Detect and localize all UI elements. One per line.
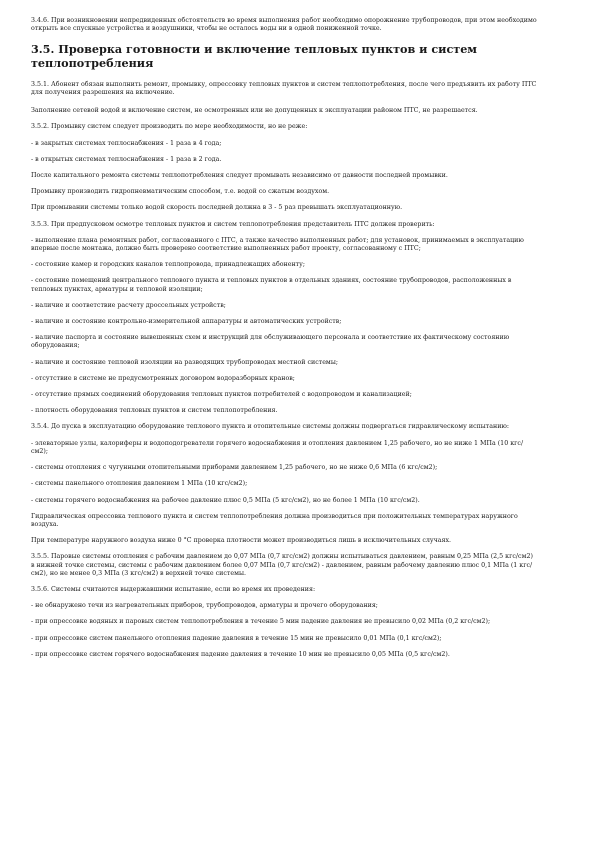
list-item: - выполнение плана ремонтных работ, согласованного с ПТС, а также качество выполненных работ; для установок, принимаемых в эксплуатацию впервые после монтажа, должно быть проверено соответствие выполненных работ проекту, согласованному с ПТС; xyxy=(31,236,524,253)
list-item: - при опрессовке систем панельного отопления падение давления в течение 15 мин не превысило 0,01 МПа (0,1 кгс/см2); xyxy=(31,634,442,642)
list-item: - отсутствие прямых соединений оборудования тепловых пунктов потребителей с водопроводом и канализацией; xyxy=(31,391,412,399)
paragraph-3-5-1: 3.5.1. Абонент обязан выполнить ремонт, промывку, опрессовку тепловых пунктов и систем теплопотребления, после чего предъявить их работу ПТС для получения разрешения на включение. xyxy=(31,80,537,97)
list-item: - элеваторные узлы, калориферы и водоподогреватели горячего водоснабжения и отопления давлением 1,25 рабочего, но не ниже 1 МПа (10 кгс/см2); xyxy=(31,439,524,455)
intro-paragraph: 3.4.6. При возникновении непредвиденных обстоятельств во время выполнения работ необходимо опорожнение трубопроводов, при этом необходимо открыть все спускные устройства и воздушники, чтобы не осталось воды ни в одной пониженной точке. xyxy=(31,17,537,33)
list-item: - состояние помещений центрального теплового пункта и тепловых пунктов в отдельных зданиях, состояние трубопроводов, расположенных в тепловых пунктах, арматуры и тепловой изоляции; xyxy=(31,277,512,293)
list-item: - наличие и состояние тепловой изоляции на разводящих трубопроводах местной системы; xyxy=(31,358,338,366)
list-item: - наличие и соответствие расчету дроссельных устройств; xyxy=(31,301,226,309)
list-item: - системы горячего водоснабжения на рабочее давление плюс 0,5 МПа (5 кгс/см2), но не более 1 МПа (10 кгс/см2). xyxy=(31,496,420,504)
list-item: - при опрессовке водяных и паровых систем теплопотребления в течение 5 мин падение давления не превысило 0,02 МПа (0,2 кгс/см2); xyxy=(31,618,491,626)
list-item: - плотность оборудования тепловых пунктов и систем теплопотребления. xyxy=(31,407,278,415)
paragraph: Гидравлическая опрессовка теплового пункта и систем теплопотребления должна производиться при положительных температурах наружного воздуха. xyxy=(31,512,518,528)
section-heading: 3.5. Проверка готовности и включение тепловых пунктов и систем теплопотребления xyxy=(31,42,478,70)
list-item: - в открытых системах теплоснабжения - 1 раза в 2 года. xyxy=(31,155,222,163)
list-item: - отсутствие в системе не предусмотренных договором водоразборных кранов; xyxy=(31,374,295,382)
paragraph: После капитального ремонта системы теплопотребления следует промывать независимо от давности последней промывки. xyxy=(31,172,448,180)
list-item: - не обнаружено течи из нагревательных приборов, трубопроводов, арматуры и прочего оборудования; xyxy=(31,602,378,610)
paragraph: Промывку производить гидропневматическим способом, т.е. водой со сжатым воздухом. xyxy=(31,188,330,196)
paragraph-3-5-3: 3.5.3. При предпусковом осмотре тепловых пунктов и систем теплопотребления представитель ПТС должен проверить: xyxy=(31,220,435,228)
list-item: - состояние камер и городских каналов теплопровода, принадлежащих абоненту; xyxy=(31,261,305,269)
paragraph-3-5-6: 3.5.6. Системы считаются выдержавшими испытание, если во время их проведения: xyxy=(31,585,316,593)
list-item: - системы отопления с чугунными отопительными приборами давлением 1,25 рабочего, но не ниже 0,6 МПа (6 кгс/см2); xyxy=(31,464,438,472)
paragraph: Заполнение сетевой водой и включение систем, не осмотренных или не допущенных к эксплуатации районом ПТС, не разрешается. xyxy=(31,107,478,115)
list-item: - наличие и состояние контрольно-измерительной аппаратуры и автоматических устройств; xyxy=(31,318,342,326)
list-item: - наличие паспорта и состояние вывешенных схем и инструкций для обслуживающего персонала и соответствие их фактическому состоянию оборудования; xyxy=(31,334,510,350)
list-item: - при опрессовке систем горячего водоснабжения падение давления в течение 10 мин не превысило 0,05 МПа (0,5 кгс/см2). xyxy=(31,650,450,658)
paragraph: При температуре наружного воздуха ниже 0 °С проверка плотности может производиться лишь в исключительных случаях. xyxy=(31,537,452,545)
list-item: - в закрытых системах теплоснабжения - 1 раза в 4 года; xyxy=(31,139,222,147)
paragraph-3-5-4: 3.5.4. До пуска в эксплуатацию оборудование теплового пункта и отопительные системы должны подвергаться гидравлическому испытанию: xyxy=(31,423,510,431)
list-item: - системы панельного отопления давлением 1 МПа (10 кгс/см2); xyxy=(31,480,248,488)
paragraph-3-5-5: 3.5.5. Паровые системы отопления с рабочим давлением до 0,07 МПа (0,7 кгс/см2) должны испытываться давлением, равным 0,25 МПа (2,5 кгс/см2) в нижней точке системы, системы с рабочим давлением более 0,07 МПа (0,7 кгс/см2) - давлением, равным рабочему давлению плюс 0,1 МПа (1 кгс/см2), но не менее 0,3 МПа (3 кгс/см2) в верхней точке системы. xyxy=(31,553,533,577)
paragraph-3-5-2: 3.5.2. Промывку систем следует производить по мере необходимости, но не реже: xyxy=(31,123,308,131)
paragraph: При промывании системы только водой скорость последней должна в 3 - 5 раз превышать эксплуатационную. xyxy=(31,204,403,212)
